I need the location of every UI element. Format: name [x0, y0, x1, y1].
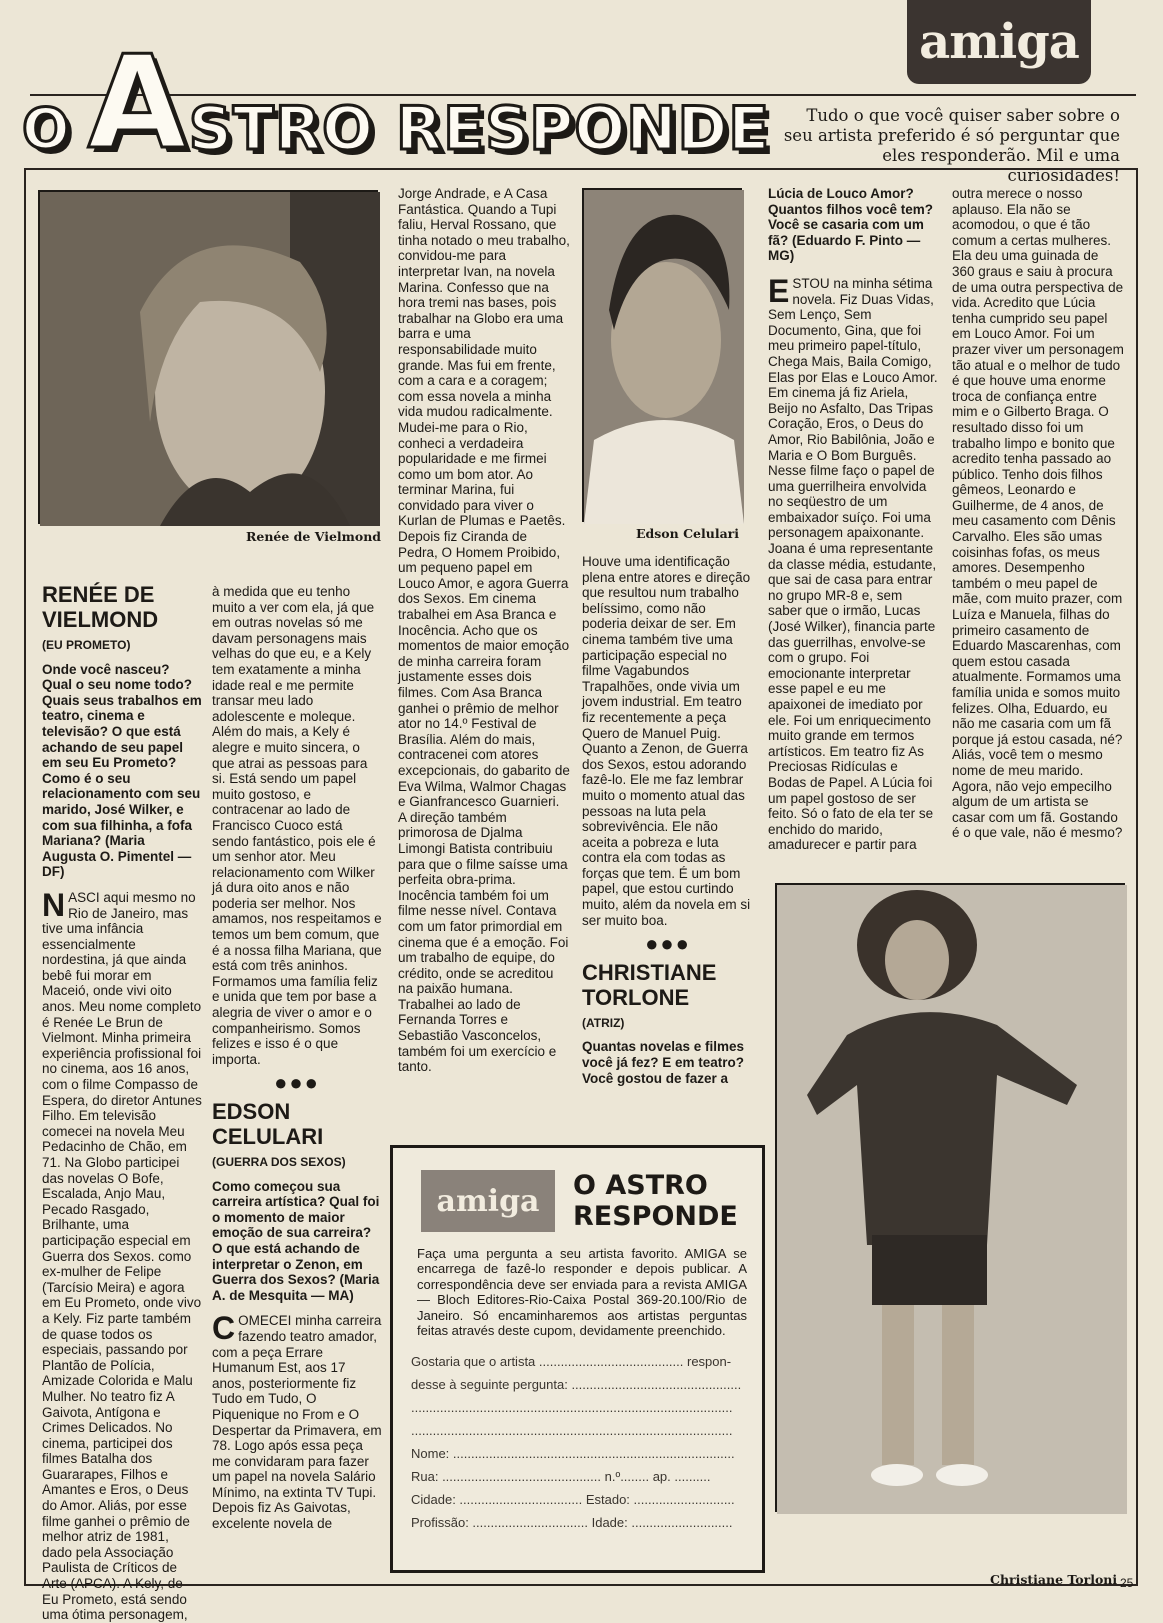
christiane-question-1: Quantas novelas e filmes você já fez? E em teatro? Você gostou de fazer a — [582, 1039, 745, 1086]
edson-question: Como começou sua carreira artística? Qual foi o momento de maior emoção de sua carreira? O que está achando de interpretar o Zenon, em Guerra dos Sexos? (Maria A. de Mesquita — MA) — [212, 1178, 380, 1303]
coupon — [390, 1145, 765, 1573]
edson-answer-3: Jorge Andrade, e A Casa Fantástica. Quando a Tupi faliu, Herval Rossano, que tinha notado o meu trabalho, convidou-me para interpretar Ivan, na novela Marina. Confesso que na hora tremi nas bases, pois trabalhar na Globo era uma barra e uma responsabilidade muito grande. Mas fui em frente, com a cara e a coragem; com essa novela a minha vida mudou radicalmente. Mudei-me para o Rio, conheci a verdadeira popularidade e me firmei como um bom ator. Ao terminar Marina, fui convidado para viver o Kurlan de Plumas e Paetês. Depois fiz Ciranda de Pedra, O Homem Proibido, um pequeno papel em Louco Amor, e agora Guerra dos Sexos. Em cinema trabalhei em Asa Branca e Inocência. Acho que os momentos de maior emoção de minha carreira foram justamente esses dois filmes. Com Asa Branca ganhei o prêmio de melhor ator no 14.º Festival de Brasília. Além do mais, contracenei com atores excepcionais, do gabarito de Eva Wilma, Walmor Chagas e Gianfrancesco Guarnieri. A direção também primorosa de Djalma Limongi Batista contribuiu para que o filme saísse uma perfeita obra-prima. Inocência também foi um filme nesse nível. Contava com um fator primordial em cinema que é a emoção. Foi um trabalho de equipe, do crédito, onde se acreditou na paixão humana. Trabalhei ao lado de Fernanda Torres e Sebastião Vasconcelos, também foi um exercício e tanto. — [398, 186, 570, 1075]
coupon-title: O ASTRO RESPONDE — [573, 1170, 738, 1232]
title-o: O — [22, 97, 70, 162]
coupon-blank-line-2[interactable]: ......................................................................................... — [411, 1423, 733, 1438]
coupon-logo-text: amiga — [436, 1183, 540, 1219]
portrait-edson-image — [584, 190, 744, 524]
column-6 — [952, 186, 1124, 866]
coupon-city-line[interactable]: Cidade: .................................. Estado: ............................ — [411, 1492, 735, 1507]
christiane-answer-5: STOU na minha sétima novela. Fiz Duas Vidas, Sem Lenço, Sem Documento, Gina, que foi meu primeiro papel-título, Chega Mais, Baila Comigo, Elas por Elas e Louco Amor. Em cinema já fiz Ariela, Beijo no Asfalto, Das Tripas Coração, Eros, o Deus do Amor, Rio Babilônia, João e Maria e O Bom Burguês. Nesse filme faço o papel de uma guerrilheira envolvida no seqüestro de um embaixador suíço. Foi uma personagem apaixonante. Joana é uma representante da classe média, estudante, que sai de casa para entrar no grupo MR-8 e, sem saber que o irmão, Lucas (José Wilker), financia parte das guerrilhas, envolve-se com o grupo. Foi emocionante interpretar esse papel e eu me apaixonei de imediato por ele. Foi um enriquecimento muito grande em termos artísticos. Em teatro fiz As Preciosas Ridículas e Bodas de Papel. A Lúcia foi um papel gostoso de ser feito. Só o fato de ela ter se enchido do marido, amadurecer e partir para — [768, 275, 938, 853]
renee-question: Onde você nasceu? Qual o seu nome todo? Quais seus trabalhos em teatro, cinema e televisão? O que está achando de seu papel em seu Eu Prometo? Como é o seu relacionamento com seu marido, José Wilker, e com sua filhinha, a fofa Mariana? (Maria Augusta O. Pimentel — DF) — [42, 661, 202, 880]
christiane-show: (ATRIZ) — [582, 1015, 625, 1030]
coupon-name-line[interactable]: Nome: .............................................................................. — [411, 1446, 735, 1461]
christiane-answer-6: outra merece o nosso aplauso. Ela não se acomodou, o que é tão comum a certas mulheres. Ela deu uma guinada de 360 graus e saiu à procura de uma outra perspectiva de vida. Acredito que Lúcia tenha cumprido seu papel em Louco Amor. Foi um prazer viver um personagem tão atual e o melhor de tudo é que houve uma enorme troca de confiança entre mim e o Gilberto Braga. O resultado disso foi um trabalho limpo e bonito que acredito tenha passado ao público. Tenho dois filhos gêmeos, Leonardo e Guilherme, de 4 anos, de meu casamento com Dênis Carvalho. Eles são umas coisinhas fofas, os meus amores. Desempenho também o meu papel de mãe, com muito prazer, com Luíza e Manuela, filhas do primeiro casamento de Eduardo Mascarenhas, com quem estou casada atualmente. Formamos uma família unida e somos muito felizes. Olha, Eduardo, eu não me casaria com um fã porque já estou casada, né? Aliás, você tem o mesmo nome de meu marido. Agora, não vejo empecilho algum de um artista se casar com um fã. Gostando é o que vale, não é mesmo? — [952, 186, 1124, 841]
page-title — [22, 29, 771, 178]
separator-dots-2: ●●● — [645, 931, 691, 957]
column-1 — [42, 576, 202, 1623]
coupon-form — [411, 1354, 753, 1538]
column-2 — [212, 584, 382, 1574]
title-rest: STRO RESPONDE — [188, 94, 771, 164]
separator-dots: ●●● — [274, 1070, 320, 1096]
column-4 — [582, 554, 754, 1114]
renee-answer-2: à medida que eu tenho muito a ver com ela, já que em outras novelas só me davam personagens mais velhas do que eu, e a Kely tem exatamente a minha idade real e me permite transar meu lado adolescente e moleque. Além do mais, a Kely é alegre e muito sincera, o que atrai as pessoas para si. Está sendo um papel muito gostoso, e contracenar ao lado de Francisco Cuoco está sendo fantástico, pois ele é um senhor ator. Meu relacionamento com Wilker já dura oito anos e não poderia ser melhor. Nos amamos, nos respeitamos e temos um bem comum, que é a nossa filha Mariana, que está com três aninhos. Formamos uma família feliz e unida que tem por base a alegria de viver o amor e o companheirismo. Somos felizes e isso é o que importa. — [212, 584, 382, 1067]
coupon-profession-line[interactable]: Profissão: ................................ Idade: ............................ — [411, 1515, 733, 1530]
christiane-name: CHRISTIANE TORLONE — [582, 959, 717, 1010]
tagline: Tudo o que você quiser saber sobre o seu artista preferido é só perguntar que eles responderão. Mil e uma curiosidades! — [783, 106, 1120, 185]
renee-show: (EU PROMETO) — [42, 638, 131, 652]
coupon-logo — [421, 1170, 555, 1232]
coupon-instructions: Faça uma pergunta a seu artista favorito. AMIGA se encarrega de fazê-lo responder e depois publicar. A correspondência deve ser enviada para a revista AMIGA — Bloch Editores-Rio-Caixa Postal 369-20.100/Rio de Janeiro. Só encaminharemos aos artistas perguntas feitas através deste cupom, devidamente preenchido. — [417, 1246, 747, 1339]
column-5 — [768, 186, 938, 866]
coupon-blank-line-1[interactable]: ......................................................................................... — [411, 1400, 733, 1415]
photo-edson — [582, 188, 742, 522]
coupon-question-line[interactable]: desse à seguinte pergunta: ............................................... — [411, 1377, 742, 1392]
renee-dropcap: N — [42, 886, 66, 923]
christiane-question-2: Lúcia de Louco Amor? Quantos filhos você tem? Você se casaria com um fã? (Eduardo F. Pinto — MG) — [768, 186, 934, 264]
amiga-logo — [907, 0, 1091, 84]
edson-answer-2: OMECEI minha carreira fazendo teatro amador, com a peça Errare Humanum Est, aos 17 anos, posteriormente fiz Tudo em Tudo, O Piquenique no From e O Despertar da Primavera, em 78. Logo após essa peça me convidaram para fazer um papel na novela Salário Mínimo, na extinta TV Tupi. Depois fiz As Gaivotas, excelente novela de — [212, 1313, 382, 1532]
caption-renee: Renée de Vielmond — [246, 529, 382, 544]
amiga-logo-text: amiga — [919, 14, 1079, 70]
edson-answer-4: Houve uma identificação plena entre atores e direção que resultou num trabalho belíssimo, como não poderia deixar de ser. Em cinema também tive uma participação especial no filme Vagabundos Trapalhões, onde vivia um jovem industrial. Em teatro fiz recentemente a peça Quero de Manuel Puig. Quanto a Zenon, de Guerra dos Sexos, estou adorando fazê-lo. Ele me faz lembrar muito o momento atual das pessoas na luta pela sobrevivência. Ele não aceita a pobreza e luta contra ela com todas as forças que tem. É um bom papel, que estou curtindo muito, além da novela em si ser muito boa. — [582, 554, 751, 928]
photo-christiane — [775, 883, 1125, 1512]
caption-edson: Edson Celulari — [636, 526, 740, 541]
portrait-renee-image — [40, 192, 380, 526]
column-3 — [398, 186, 570, 1110]
photo-renee — [38, 190, 378, 524]
christiane-dropcap: E — [768, 272, 790, 309]
renee-name: RENÉE DE VIELMOND — [42, 582, 159, 632]
caption-christiane: Christiane Torloni — [990, 1572, 1118, 1587]
edson-dropcap: C — [212, 1310, 236, 1347]
renee-answer-1: ASCI aqui mesmo no Rio de Janeiro, mas tive uma infância essencialmente nordestina, já que ainda bebê fui morar em Maceió, onde vivi oito anos. Meu nome completo é Renée Le Brun de Vielmont. Minha primeira experiência profissional foi no cinema, aos 16 anos, com o filme Compasso de Espera, do diretor Antunes Filho. Em televisão comecei na novela Meu Pedacinho de Chão, em 71. Na Globo participei das novelas O Bofe, Escalada, Anjo Mau, Pecado Rasgado, Brilhante, uma participação especial em Guerra dos Sexos. como ex-mulher de Felipe (Tarcísio Meira) e agora em Eu Prometo, onde vivo a Kely. Fiz parte também de quase todos os especiais, passando por Plantão de Polícia, Amizade Colorida e Malu Mulher. No teatro fiz A Gaivota, Antígona e Crimes Delicados. No cinema, participei dos filmes Batalha dos Guararapes, Filhos e Amantes e Eros, o Deus do Amor. Aliás, por esse filme ganhei o prêmio de melhor atriz de 1981, dado pela Associação Paulista de Críticos de Arte (APCA). A Kely, de Eu Prometo, está sendo uma ótima personagem, — [42, 889, 202, 1623]
portrait-christiane-image — [777, 885, 1127, 1514]
coupon-artist-line[interactable]: Gostaria que o artista ........................................ respon- — [411, 1354, 732, 1369]
title-a: A — [87, 29, 187, 178]
edson-name: EDSON CELULARI — [212, 1099, 324, 1149]
page-number: 25 — [1120, 1576, 1134, 1590]
edson-show: (GUERRA DOS SEXOS) — [212, 1155, 346, 1169]
coupon-street-line[interactable]: Rua: ............................................ n.º........ ap. .......... — [411, 1469, 711, 1484]
